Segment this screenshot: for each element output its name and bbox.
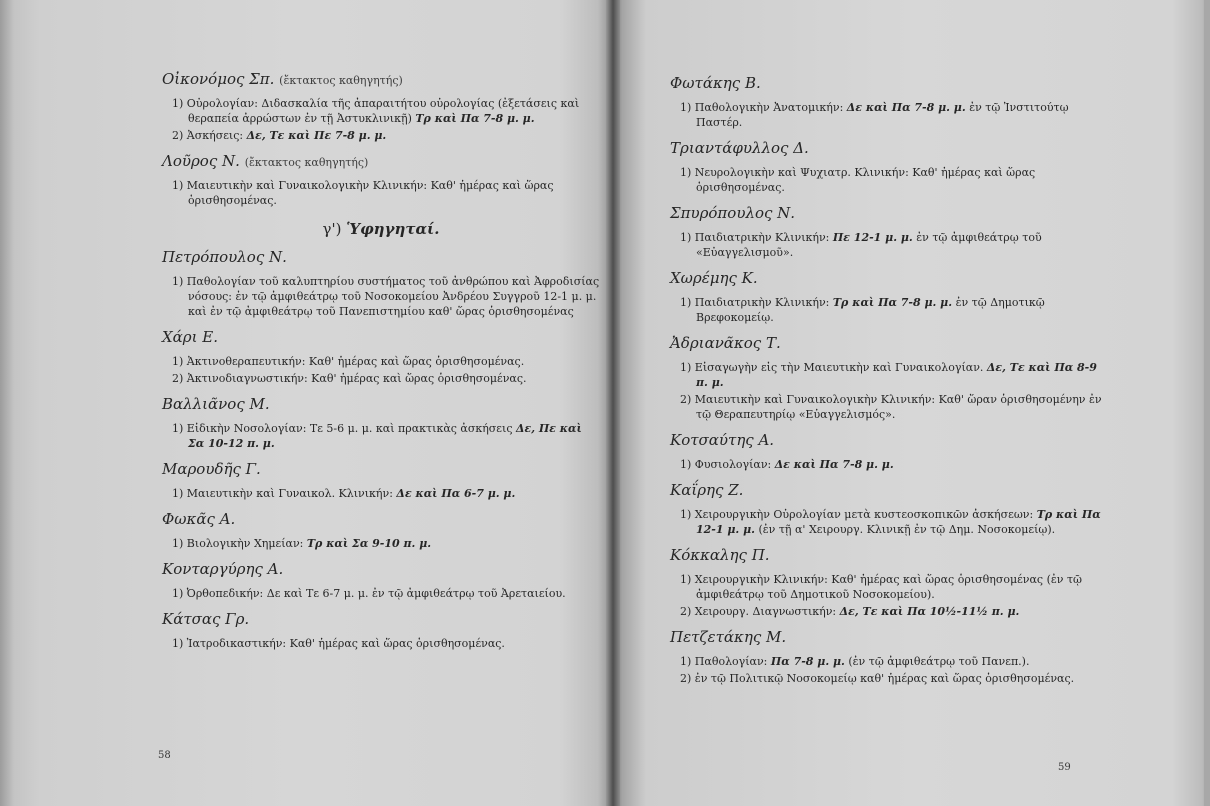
course-item: 2) Ἀσκήσεις: Δε, Τε καὶ Πε 7-8 μ. μ. <box>172 129 387 142</box>
course-item: 1) Ἀκτινοθεραπευτικήν: Καθ' ἡμέρας καὶ ὥρας ὁρισθησομένας. <box>172 355 525 368</box>
course-item: 2) Μαιευτικὴν καὶ Γυναικολογικὴν Κλινικήν: Καθ' ὥραν ὁρισθησομένην ἐν τῷ Θεραπευτηρίῳ «Εὐαγγελισμός». <box>680 393 1102 421</box>
course-item: 1) Χειρουργικὴν Κλινικήν: Καθ' ἡμέρας καὶ ὥρας ὁρισθησομένας (ἐν τῷ ἀμφιθεάτρῳ τοῦ Δημοτικοῦ Νοσοκομείου). <box>680 573 1082 601</box>
course-times: Δε καὶ Πα 6-7 μ. μ. <box>396 487 516 500</box>
entry <box>162 328 600 386</box>
course-item: 1) Παθολογικὴν Ἀνατομικήν: Δε καὶ Πα 7-8 μ. μ. ἐν τῷ Ἰνστιτούτῳ Παστέρ. <box>680 101 1069 129</box>
course-item: 1) Παιδιατρικὴν Κλινικήν: Τρ καὶ Πα 7-8 μ. μ. ἐν τῷ Δημοτικῷ Βρεφοκομείῳ. <box>680 296 1045 324</box>
lecturer-status: (ἔκτακτος καθηγητής) <box>279 74 403 87</box>
lecturer-name: Βαλλιᾶνος Μ. <box>162 395 270 413</box>
lecturer-name: Χωρέμης Κ. <box>670 269 758 287</box>
lecturer-name: Κονταργύρης Α. <box>162 560 284 578</box>
course-item: 1) Βιολογικὴν Χημείαν: Τρ καὶ Σα 9-10 π. μ. <box>172 537 432 550</box>
course-item: 1) Οὐρολογίαν: Διδασκαλία τῆς ἀπαραιτήτου οὐρολογίας (ἐξετάσεις καὶ θεραπεία ἀρρώστων ἐν τῇ Ἀστυκλινικῇ) Τρ καὶ Πα 7-8 μ. μ. <box>172 97 580 125</box>
course-item: 1) Παθολογίαν τοῦ καλυπτηρίου συστήματος τοῦ ἀνθρώπου καὶ Ἀφροδισίας νόσους: ἐν τῷ ἀμφιθεάτρῳ τοῦ Νοσοκομείου Ἀνδρέου Συγγροῦ 12-1 μ. μ. καὶ ἐν τῷ ἀμφιθεάτρῳ τοῦ Πανεπιστημίου καθ' ὥρας ὁρισθησομένας <box>172 275 600 318</box>
entry <box>162 248 600 319</box>
entry <box>670 546 1110 619</box>
lecturer-name: Τριαντάφυλλος Δ. <box>670 139 809 157</box>
lecturer-name: Λοῦρος Ν. (ἔκτακτος καθηγητής) <box>162 152 369 170</box>
lecturer-name: Μαρουδῆς Γ. <box>162 460 261 478</box>
course-item: 1) Εἰδικὴν Νοσολογίαν: Τε 5-6 μ. μ. καὶ πρακτικὰς ἀσκήσεις Δε, Πε καὶ Σα 10-12 π. μ. <box>172 422 582 450</box>
entry <box>670 628 1110 686</box>
course-times: Δε, Τε καὶ Πα 10½-11½ π. μ. <box>839 605 1020 618</box>
lecturer-name: Χάρι Ε. <box>162 328 218 346</box>
course-item: 1) Ἰατροδικαστικήν: Καθ' ἡμέρας καὶ ὥρας ὁρισθησομένας. <box>172 637 505 650</box>
lecturer-name: Οἰκονόμος Σπ. (ἔκτακτος καθηγητής) <box>162 70 403 88</box>
entry <box>162 560 600 601</box>
course-item: 1) Μαιευτικὴν καὶ Γυναικολ. Κλινικήν: Δε καὶ Πα 6-7 μ. μ. <box>172 487 516 500</box>
lecturer-name: Ἀδριανᾶκος Τ. <box>670 334 781 352</box>
lecturer-name: Πετζετάκης Μ. <box>670 628 787 646</box>
lecturer-name: Κάτσας Γρ. <box>162 610 250 628</box>
course-times: Τρ καὶ Πα 7-8 μ. μ. <box>415 112 535 125</box>
right-page-content <box>670 74 1110 695</box>
entry <box>670 481 1110 537</box>
lecturer-name: Φωτάκης Β. <box>670 74 761 92</box>
entry <box>162 152 600 208</box>
course-item: 1) Χειρουργικὴν Οὐρολογίαν μετὰ κυστεοσκοπικῶν ἀσκήσεων: Τρ καὶ Πα 12-1 μ. μ. (ἐν τῇ α' Χειρουργ. Κλινικῇ ἐν τῷ Δημ. Νοσοκομείῳ). <box>680 508 1101 536</box>
section-heading: γ') Ὑφηγηταί. <box>322 220 440 238</box>
page-number: 59 <box>1058 762 1071 773</box>
entry <box>670 269 1110 325</box>
entry <box>162 610 600 651</box>
lecturer-name: Καΐρης Ζ. <box>670 481 744 499</box>
course-times: Δε καὶ Πα 7-8 μ. μ. <box>774 458 894 471</box>
entry <box>670 204 1110 260</box>
course-times: Δε, Τε καὶ Πε 7-8 μ. μ. <box>246 129 387 142</box>
course-item: 1) Παθολογίαν: Πα 7-8 μ. μ. (ἐν τῷ ἀμφιθεάτρῳ τοῦ Πανεπ.). <box>680 655 1030 668</box>
course-item: 1) Μαιευτικὴν καὶ Γυναικολογικὴν Κλινικήν: Καθ' ἡμέρας καὶ ὥρας ὁρισθησομένας. <box>172 179 554 207</box>
lecturer-name: Φωκᾶς Α. <box>162 510 236 528</box>
lecturer-name: Κοτσαύτης Α. <box>670 431 775 449</box>
course-times: Δε, Τε καὶ Πα 8-9 π. μ. <box>696 361 1097 389</box>
entry <box>162 460 600 501</box>
course-times: Δε, Πε καὶ Σα 10-12 π. μ. <box>188 422 582 450</box>
course-item: 2) Ἀκτινοδιαγνωστικήν: Καθ' ἡμέρας καὶ ὥρας ὁρισθησομένας. <box>172 372 527 385</box>
course-item: 2) ἐν τῷ Πολιτικῷ Νοσοκομείῳ καθ' ἡμέρας καὶ ὥρας ὁρισθησομένας. <box>680 672 1075 685</box>
course-times: Τρ καὶ Σα 9-10 π. μ. <box>306 537 432 550</box>
page-edge <box>1204 0 1210 806</box>
entry <box>670 74 1110 130</box>
entry <box>162 70 600 143</box>
right-page <box>612 0 1210 806</box>
lecturer-name: Κόκκαλης Π. <box>670 546 770 564</box>
entry <box>670 139 1110 195</box>
course-item: 1) Νευρολογικὴν καὶ Ψυχιατρ. Κλινικήν: Καθ' ἡμέρας καὶ ὥρας ὁρισθησομένας. <box>680 166 1036 194</box>
course-times: Τρ καὶ Πα 7-8 μ. μ. <box>832 296 953 309</box>
course-item: 1) Φυσιολογίαν: Δε καὶ Πα 7-8 μ. μ. <box>680 458 894 471</box>
course-item: 2) Χειρουργ. Διαγνωστικήν: Δε, Τε καὶ Πα 10½-11½ π. μ. <box>680 605 1020 618</box>
page-number: 58 <box>158 750 171 761</box>
course-times: Δε καὶ Πα 7-8 μ. μ. <box>846 101 966 114</box>
course-item: 1) Παιδιατρικὴν Κλινικήν: Πε 12-1 μ. μ. ἐν τῷ ἀμφιθεάτρῳ τοῦ «Εὐαγγελισμοῦ». <box>680 231 1042 259</box>
lecturer-name: Σπυρόπουλος Ν. <box>670 204 796 222</box>
course-item: 1) Ὀρθοπεδικήν: Δε καὶ Τε 6-7 μ. μ. ἐν τῷ ἀμφιθεάτρῳ τοῦ Ἀρεταιείου. <box>172 587 566 600</box>
course-times: Πα 7-8 μ. μ. <box>770 655 845 668</box>
course-times: Τρ καὶ Πα 12-1 μ. μ. <box>696 508 1101 536</box>
entry <box>162 510 600 551</box>
lecturer-name: Πετρόπουλος Ν. <box>162 248 287 266</box>
book-gutter <box>606 0 620 806</box>
entry <box>162 395 600 451</box>
course-item: 1) Εἰσαγωγὴν εἰς τὴν Μαιευτικὴν καὶ Γυναικολογίαν. Δε, Τε καὶ Πα 8-9 π. μ. <box>680 361 1097 389</box>
course-times: Πε 12-1 μ. μ. <box>832 231 913 244</box>
entry <box>670 334 1110 422</box>
lecturer-status: (ἔκτακτος καθηγητής) <box>244 156 369 169</box>
entry <box>670 431 1110 472</box>
left-page-content <box>162 70 600 660</box>
